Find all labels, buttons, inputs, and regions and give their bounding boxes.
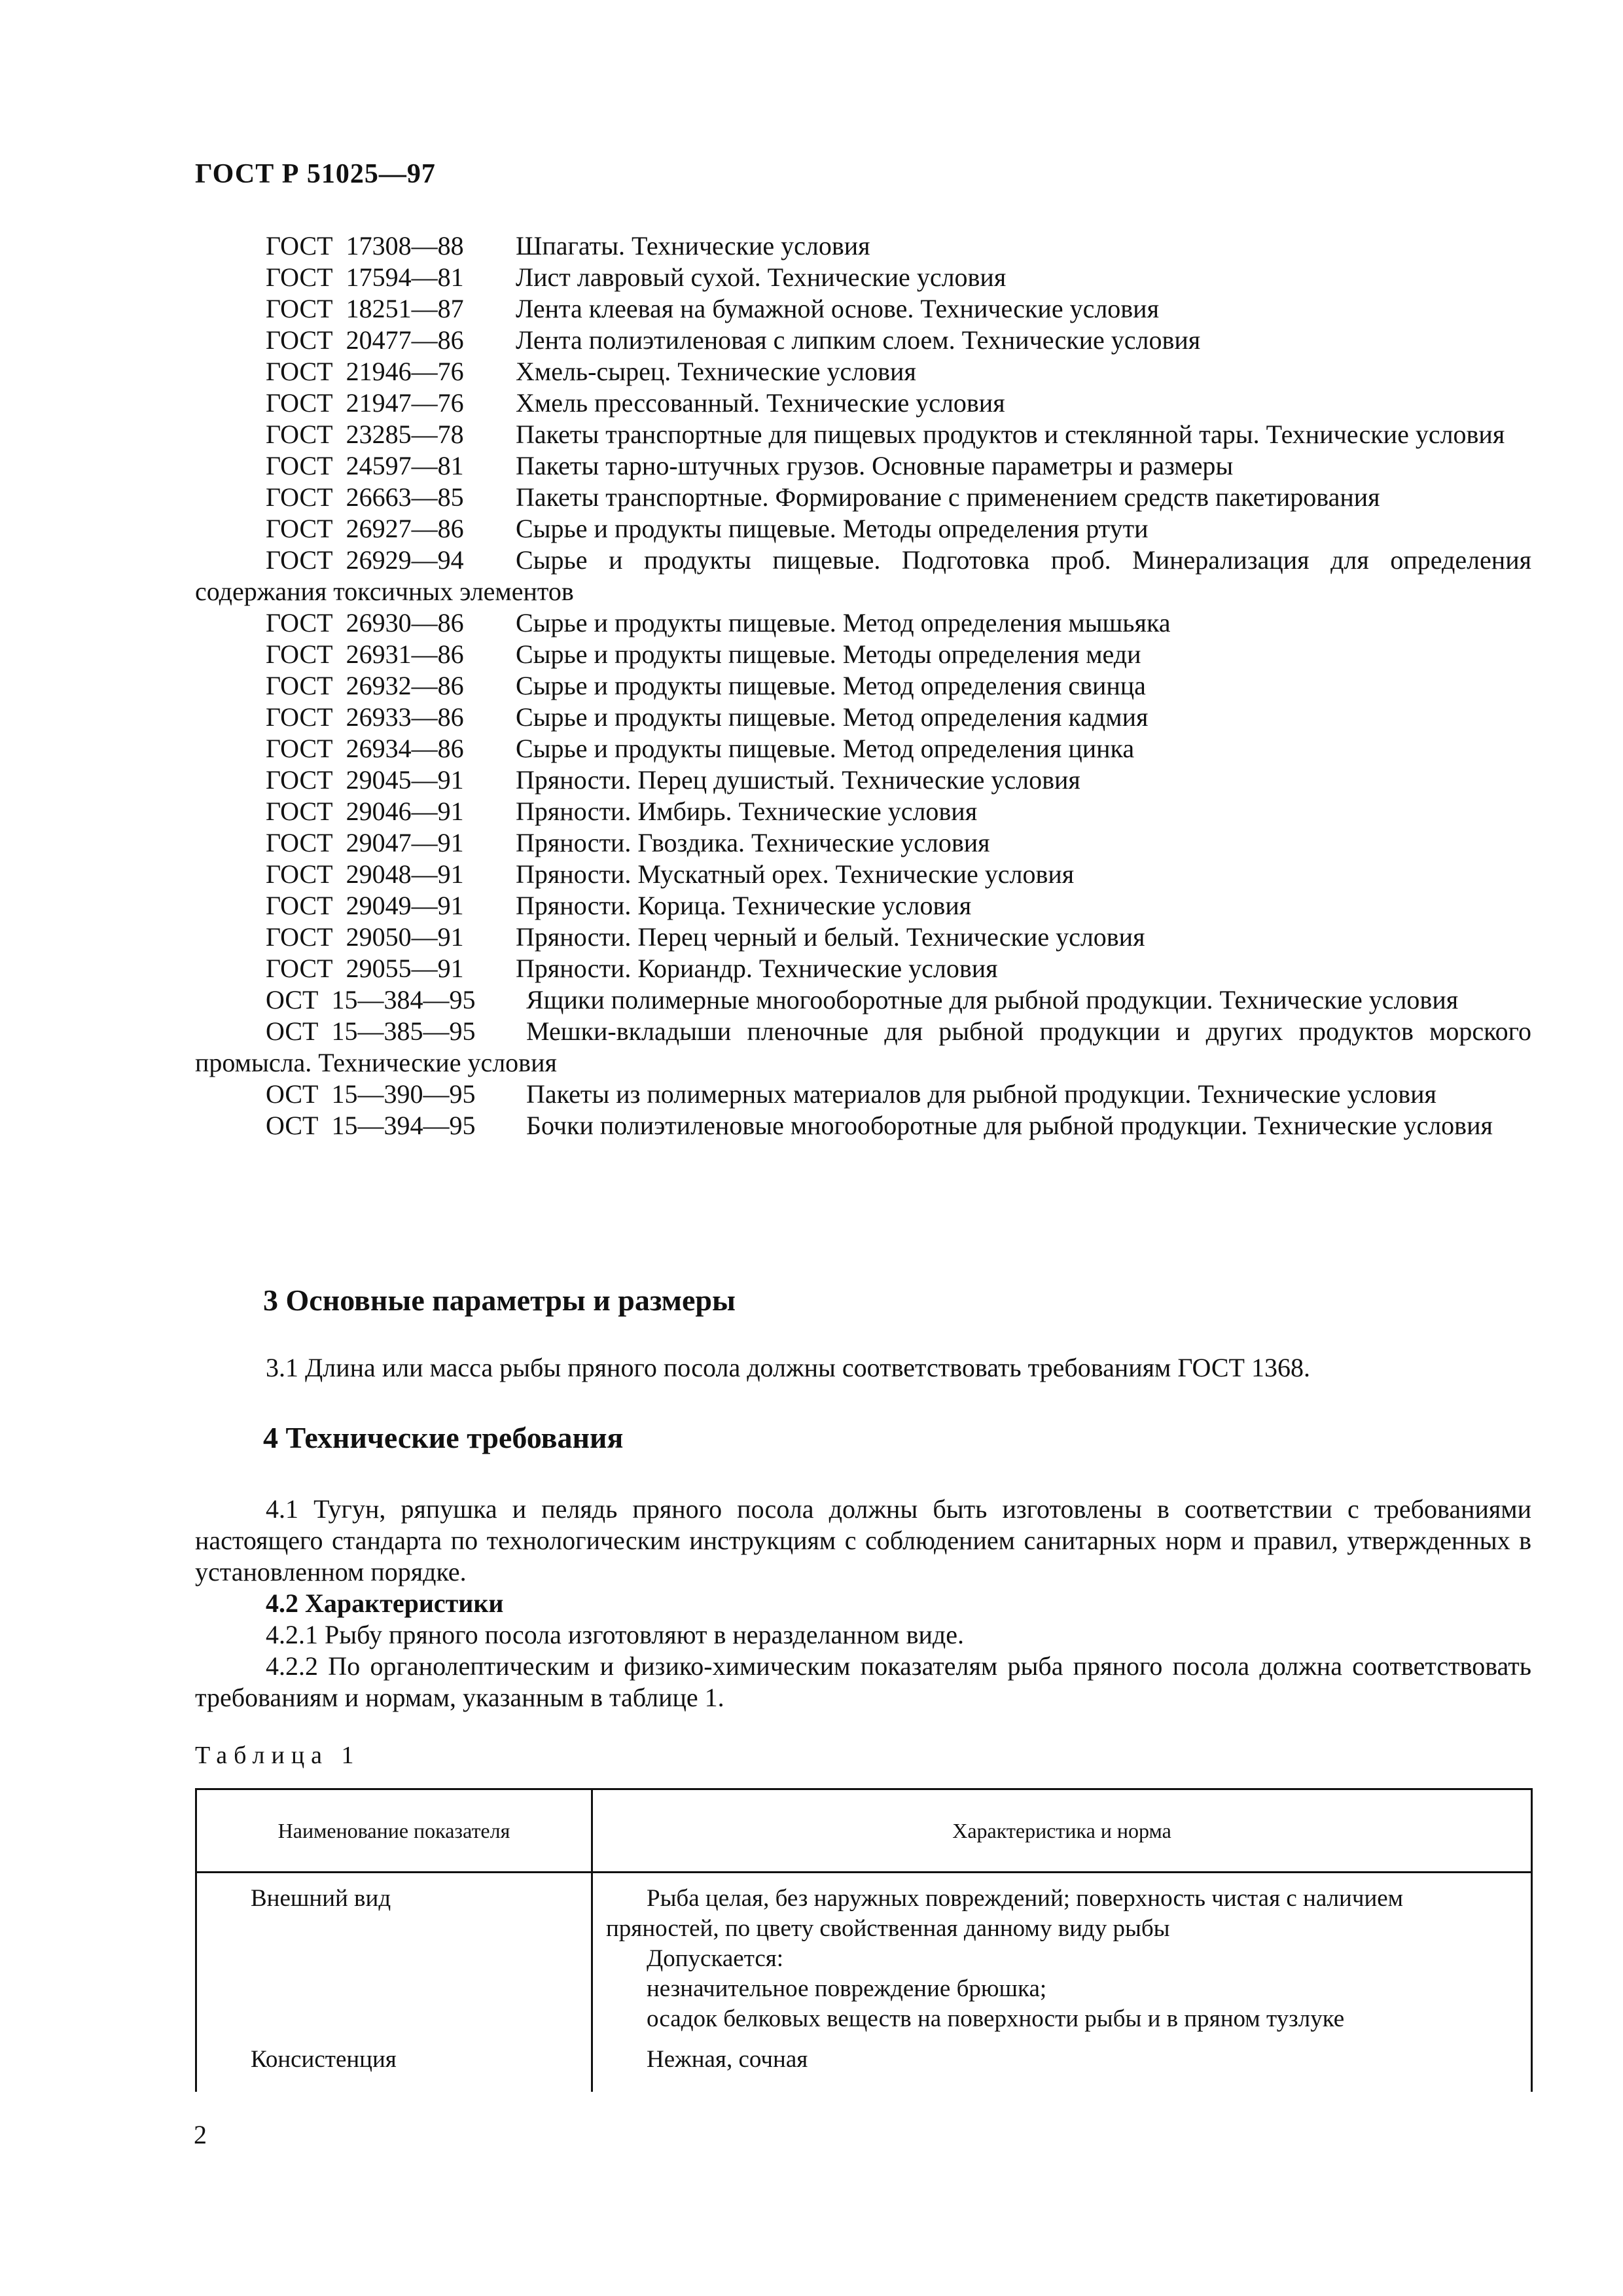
reference-item	[195, 859, 1531, 890]
table-row	[196, 2034, 1532, 2092]
reference-title: Пакеты транспортные для пищевых продуктов и стеклянной тары. Технические условия	[516, 420, 1505, 449]
reference-code: ГОСТ 29046—91	[266, 797, 464, 826]
cell-line: осадок белковых веществ на поверхности рыбы и в пряном тузлуке	[647, 2005, 1345, 2032]
reference-item	[195, 482, 1531, 513]
table-header-row	[196, 1789, 1532, 1873]
paragraph-3-1: 3.1 Длина или масса рыбы пряного посола должны соответствовать требованиям ГОСТ 1368.	[266, 1353, 1310, 1382]
reference-code: ГОСТ 29045—91	[266, 765, 464, 795]
reference-item	[195, 356, 1531, 387]
reference-title: Мешки-вкладыши пленочные для рыбной продукции и других продуктов морского промысла. Технические условия	[195, 1016, 1531, 1077]
cell-line: Допускается:	[647, 1945, 784, 1972]
reference-item	[195, 545, 1531, 607]
reference-code: ГОСТ 29047—91	[266, 828, 464, 857]
reference-item	[195, 670, 1531, 702]
reference-code: ОСТ 15—390—95	[266, 1079, 476, 1109]
reference-title: Лента клеевая на бумажной основе. Технические условия	[516, 294, 1159, 323]
reference-item	[195, 953, 1531, 984]
reference-code: ГОСТ 24597—81	[266, 451, 464, 480]
reference-item	[195, 419, 1531, 450]
reference-code: ГОСТ 17308—88	[266, 231, 464, 260]
reference-title: Лента полиэтиленовая с липким слоем. Технические условия	[516, 325, 1201, 355]
page-number: 2	[194, 2120, 207, 2149]
reference-item	[195, 1016, 1531, 1079]
reference-title: Хмель-сырец. Технические условия	[516, 357, 916, 386]
reference-title: Пряности. Корица. Технические условия	[516, 891, 972, 920]
reference-title: Хмель прессованный. Технические условия	[516, 388, 1005, 418]
reference-title: Сырье и продукты пищевые. Метод определения свинца	[516, 671, 1146, 700]
reference-title: Пакеты из полимерных материалов для рыбной продукции. Технические условия	[526, 1079, 1436, 1109]
page-header: ГОСТ Р 51025—97	[195, 159, 436, 189]
reference-item	[195, 513, 1531, 545]
reference-code: ГОСТ 21946—76	[266, 357, 464, 386]
reference-code: ГОСТ 23285—78	[266, 420, 464, 449]
reference-code: ГОСТ 29048—91	[266, 859, 464, 889]
reference-code: ОСТ 15—394—95	[266, 1111, 476, 1140]
reference-item	[195, 984, 1531, 1016]
reference-code: ГОСТ 29049—91	[266, 891, 464, 920]
reference-item	[195, 1110, 1531, 1141]
reference-title: Пакеты транспортные. Формирование с применением средств пакетирования	[516, 482, 1380, 512]
reference-code: ГОСТ 26931—86	[266, 639, 464, 669]
section-4-body	[195, 1494, 1531, 1713]
reference-code: ГОСТ 26663—85	[266, 482, 464, 512]
reference-title: Шпагаты. Технические условия	[516, 231, 870, 260]
table-caption: Таблица 1	[195, 1742, 361, 1769]
reference-code: ГОСТ 17594—81	[266, 262, 464, 292]
reference-item	[195, 387, 1531, 419]
reference-title: Пряности. Перец черный и белый. Технические условия	[516, 922, 1145, 952]
reference-item	[195, 450, 1531, 482]
table-cell-name: Консистенция	[196, 2034, 592, 2092]
reference-title: Пакеты тарно-штучных грузов. Основные параметры и размеры	[516, 451, 1234, 480]
reference-title: Ящики полимерные многооборотные для рыбной продукции. Технические условия	[526, 985, 1459, 1014]
reference-title: Пряности. Гвоздика. Технические условия	[516, 828, 990, 857]
cell-line: незначительное повреждение брюшка;	[647, 1975, 1047, 2002]
table-header-name: Наименование показателя	[196, 1789, 592, 1873]
reference-item	[195, 1079, 1531, 1110]
reference-title: Пряности. Кориандр. Технические условия	[516, 954, 998, 983]
reference-code: ГОСТ 29055—91	[266, 954, 464, 983]
section-4	[195, 1420, 1531, 1455]
reference-code: ГОСТ 26930—86	[266, 608, 464, 637]
reference-title: Пряности. Мускатный орех. Технические условия	[516, 859, 1075, 889]
reference-list	[195, 230, 1531, 1141]
reference-item	[195, 230, 1531, 262]
reference-title: Пряности. Имбирь. Технические условия	[516, 797, 978, 826]
reference-title: Бочки полиэтиленовые многооборотные для рыбной продукции. Технические условия	[526, 1111, 1493, 1140]
reference-item	[195, 890, 1531, 922]
reference-code: ГОСТ 20477—86	[266, 325, 464, 355]
reference-code: ГОСТ 29050—91	[266, 922, 464, 952]
reference-item	[195, 922, 1531, 953]
section-4-title: 4 Технические требования	[263, 1421, 624, 1454]
reference-title: Сырье и продукты пищевые. Метод определения мышьяка	[516, 608, 1171, 637]
reference-code: ОСТ 15—385—95	[266, 1016, 476, 1046]
reference-code: ОСТ 15—384—95	[266, 985, 476, 1014]
reference-item	[195, 796, 1531, 827]
subheading-4-2: 4.2 Характеристики	[266, 1588, 504, 1618]
reference-title: Сырье и продукты пищевые. Метод определения цинка	[516, 734, 1135, 763]
reference-title: Пряности. Перец душистый. Технические условия	[516, 765, 1080, 795]
reference-item	[195, 262, 1531, 293]
reference-code: ГОСТ 21947—76	[266, 388, 464, 418]
cell-line: Нежная, сочная	[647, 2046, 808, 2073]
reference-item	[195, 733, 1531, 764]
table-cell-value	[592, 1873, 1532, 2035]
section-3	[195, 1283, 1531, 1318]
cell-line: Рыба целая, без наружных повреждений; поверхность чистая с наличием пряностей, по цвету свойственная данному виду рыбы	[606, 1885, 1404, 1942]
reference-code: ГОСТ 26934—86	[266, 734, 464, 763]
reference-item	[195, 764, 1531, 796]
reference-code: ГОСТ 26932—86	[266, 671, 464, 700]
paragraph-4-1: 4.1 Тугун, ряпушка и пелядь пряного посола должны быть изготовлены в соответствии с требованиями настоящего стандарта по технологическим инструкциям с соблюдением санитарных норм и правил, утвержденных в установленном порядке.	[195, 1494, 1531, 1587]
table-cell-name: Внешний вид	[196, 1873, 592, 2035]
paragraph-4-2-1: 4.2.1 Рыбу пряного посола изготовляют в неразделанном виде.	[266, 1620, 964, 1649]
reference-code: ГОСТ 18251—87	[266, 294, 464, 323]
table-1	[195, 1788, 1533, 2092]
reference-item	[195, 325, 1531, 356]
table-header-value: Характеристика и норма	[592, 1789, 1532, 1873]
table-row	[196, 1873, 1532, 2035]
reference-item	[195, 293, 1531, 325]
reference-code: ГОСТ 26933—86	[266, 702, 464, 732]
reference-code: ГОСТ 26929—94	[266, 545, 464, 575]
reference-title: Сырье и продукты пищевые. Подготовка проб. Минерализация для определения содержания токсичных элементов	[195, 545, 1531, 606]
paragraph-4-2-2: 4.2.2 По органолептическим и физико-химическим показателям рыба пряного посола должна соответствовать требованиям и нормам, указанным в таблице 1.	[195, 1651, 1531, 1712]
reference-code: ГОСТ 26927—86	[266, 514, 464, 543]
reference-title: Сырье и продукты пищевые. Метод определения кадмия	[516, 702, 1149, 732]
reference-title: Сырье и продукты пищевые. Методы определения меди	[516, 639, 1141, 669]
reference-item	[195, 702, 1531, 733]
section-3-title: 3 Основные параметры и размеры	[263, 1283, 736, 1317]
reference-title: Сырье и продукты пищевые. Методы определения ртути	[516, 514, 1149, 543]
reference-item	[195, 607, 1531, 639]
reference-item	[195, 827, 1531, 859]
section-3-body	[195, 1352, 1531, 1384]
reference-item	[195, 639, 1531, 670]
reference-title: Лист лавровый сухой. Технические условия	[516, 262, 1007, 292]
table-cell-value	[592, 2034, 1532, 2092]
